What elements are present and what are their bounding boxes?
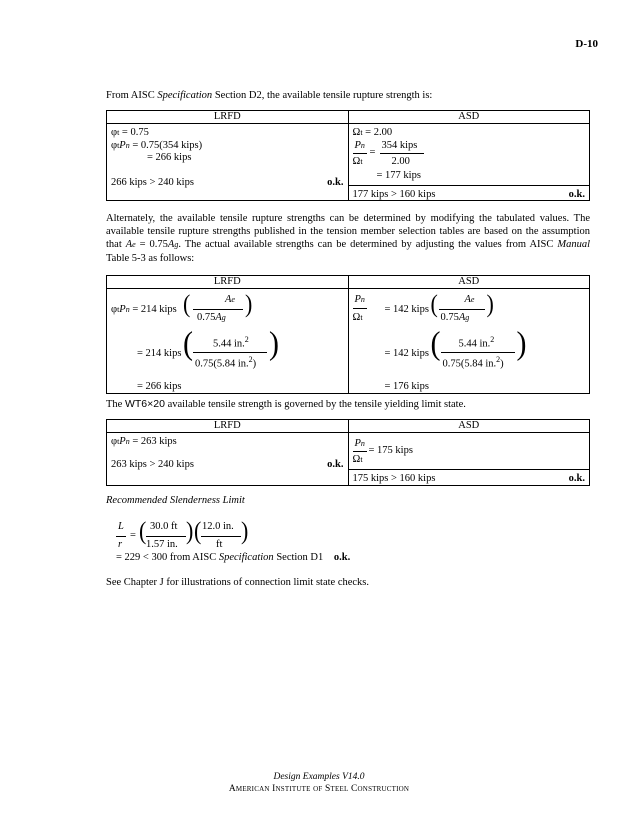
asd-eq-3: = 175 kips [368,445,413,456]
alternate-paragraph: Alternately, the available tensile rupture strengths can be determined by modifying the tabulated values. The available tensile rupture strengths published in the tension member selection tables are based on the assumption that Ae = 0.75Ag. The actual available strengths can be determined by adjusting the values from AISC Manual Table 5-3 as follows: [106,213,591,264]
slenderness-result: = 229 < 300 from AISC Specification Section D1 o.k. [116,552,351,563]
lrfd-ok-3: o.k. [327,459,344,470]
asd-header-2: ASD [348,276,590,289]
asd-result: = 177 kips [376,170,421,181]
page-number: D-10 [575,38,598,50]
footer-org: American Institute of Steel Construction [228,784,410,794]
lrfd-result: = 266 kips [147,152,192,163]
lrfd-check-3: 263 kips > 240 kips [111,459,194,470]
slender-num1: 30.0 ft [150,521,178,532]
lrfd-line2-lhs: = 214 kips [137,348,182,359]
asd-line2-lhs: = 142 kips [384,348,429,359]
lrfd-phi-pn: φtPn = 0.75(354 kips) [111,140,203,151]
asd-omega: Ωt = 2.00 [352,127,393,138]
lrfd-check: 266 kips > 240 kips [111,177,194,188]
asd-ok-3: o.k. [568,473,585,484]
lrfd-cell-2: φtPn = 214 kips ( Ae 0.75Ag ) = 214 kips ( 5.44 in.$^2$ 0.75(5.84 in.$^2$) ) = 266 kips [111,289,279,392]
asd-cell-2: Pn Ωt = 142 kips ( Ae 0.75Ag ) = 142 kips ( 5.44 in.$^2$ 0.75(5.84 in.$^2$) ) = 176 kips [352,289,527,392]
intro-paragraph: From AISC Specification Section D2, the available tensile rupture strength is: [106,90,433,101]
footer-title: Design Examples V14.0 [273,772,365,782]
slenderness-ok: o.k. [333,552,351,563]
lrfd-header: LRFD [107,111,349,124]
lrfd-result-2: = 266 kips [137,381,182,392]
slenderness-equation: L r = ( 30.0 ft 1.57 in. ) ( 12.0 in. ft ) = 229 < 300 from AISC Specification Section D1 o.k. [116,516,351,563]
asd-eq-2: = 142 kips [384,304,429,315]
asd-cell-3: Pn Ωt = 175 kips 175 kips > 160 kips o.k. [349,433,590,485]
asd-header-3: ASD [348,420,590,433]
lrfd-cell [107,124,348,200]
lrfd-header-2: LRFD [107,276,349,289]
asd-check-3: 175 kips > 160 kips [352,473,436,484]
rupture-strength-table [106,110,590,201]
lrfd-ok: o.k. [327,177,344,188]
asd-header: ASD [348,111,590,124]
governing-strength-table [106,419,590,486]
slenderness-heading: Recommended Slenderness Limit [106,495,245,506]
asd-frac-den: 2.00 [391,156,410,167]
lrfd-header-3: LRFD [107,420,349,433]
shape-designation: WT6×20 [124,398,165,410]
asd-ok: o.k. [568,189,585,200]
asd-frac-num: 354 kips [381,140,418,151]
asd-result-2: = 176 kips [384,381,429,392]
slender-den2: ft [216,539,223,550]
asd-cell: Ωt = 2.00 Pn Ωt = 354 kips 2.00 = 177 kips 177 kips > 160 kips o.k. [349,124,590,200]
slender-den1: 1.57 in. [146,539,178,550]
asd-check: 177 kips > 160 kips [352,189,436,200]
slender-num2: 12.0 in. [202,521,234,532]
lrfd-phi: φt = 0.75 [111,127,149,138]
governing-paragraph: The WT6×20 available tensile strength is governed by the tensile yielding limit state. [106,398,466,410]
chapter-j-paragraph: See Chapter J for illustrations of connection limit state checks. [106,577,370,588]
lrfd-cell-3: φtPn = 263 kips 263 kips > 240 kips o.k. [111,436,344,470]
adjusted-strength-table [106,275,590,394]
